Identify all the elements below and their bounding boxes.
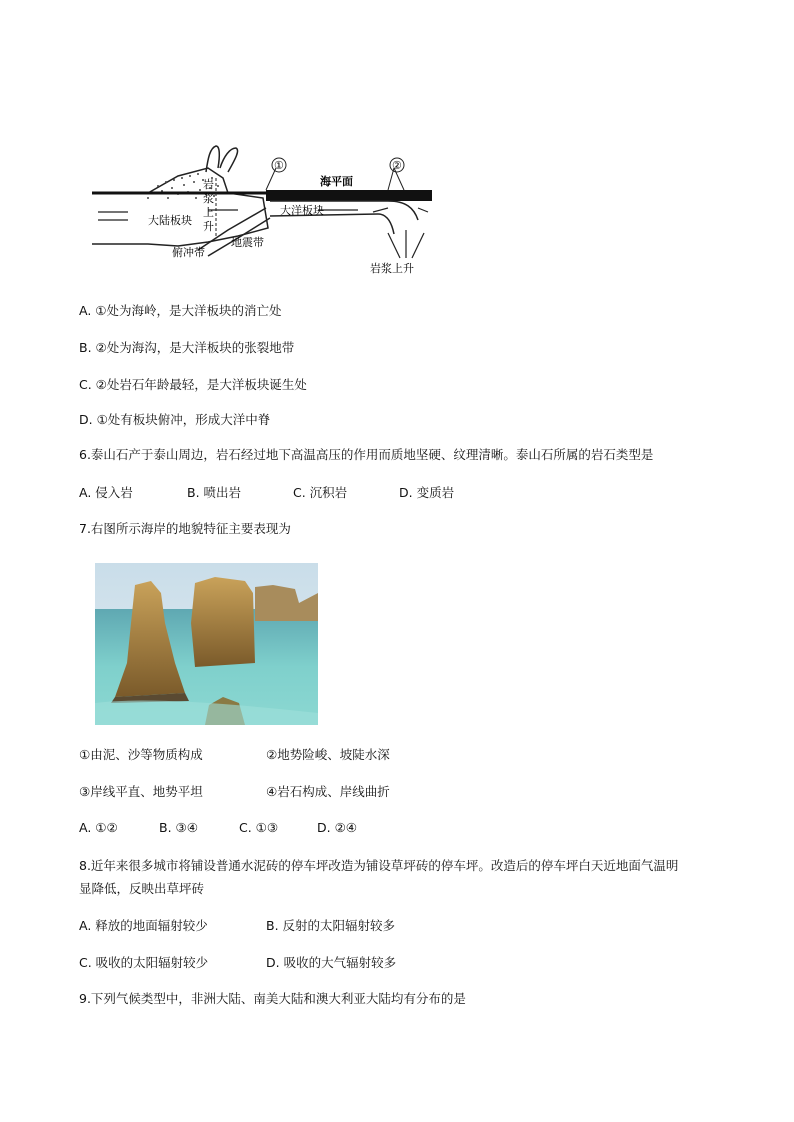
trench-zone-label: 地震带 (231, 236, 264, 249)
q6-options (79, 484, 454, 502)
diagram-label-2: ② (392, 159, 402, 172)
q8-stem-line1: 8.近年来很多城市将铺设普通水泥砖的停车坪改造为铺设草坪砖的停车坪。改造后的停车坪白天近地面气温明 (79, 858, 679, 873)
subduction-zone-label: 俯冲带 (172, 246, 205, 259)
q6-option-c: C. 沉积岩 (293, 485, 348, 500)
q8-option-d: D. 吸收的大气辐射较多 (266, 955, 397, 970)
q7-option-b: B. ③④ (159, 820, 198, 835)
q8-stem-line2: 显降低，反映出草坪砖 (79, 881, 205, 896)
q7-statement-2: ②地势险峻、坡陡水深 (266, 747, 390, 762)
q8-option-a: A. 释放的地面辐射较少 (79, 918, 208, 933)
sea-level-label: 海平面 (320, 175, 353, 188)
magma-rise-char-4: 升 (203, 220, 214, 233)
plate-boundary-diagram (88, 138, 438, 278)
continental-plate-label: 大陆板块 (148, 214, 192, 227)
q7-statement-4: ④岩石构成、岸线曲折 (266, 784, 390, 799)
magma-rise-char-3: 上 (203, 206, 214, 219)
q6-option-a: A. 侵入岩 (79, 485, 133, 500)
magma-rise-char-2: 浆 (203, 192, 214, 205)
q7-statement-3: ③岸线平直、地势平坦 (79, 784, 203, 799)
q5-option-c: C. ②处岩石年龄最轻，是大洋板块诞生处 (79, 377, 307, 392)
q8-option-b: B. 反射的太阳辐射较多 (266, 918, 396, 933)
q5-option-b: B. ②处为海沟，是大洋板块的张裂地带 (79, 340, 295, 355)
q5-option-a: A. ①处为海岭，是大洋板块的消亡处 (79, 303, 282, 318)
coastal-sea-stack-photo (95, 563, 318, 725)
q8-option-c: C. 吸收的太阳辐射较少 (79, 955, 209, 970)
q7-statement-1: ①由泥、沙等物质构成 (79, 747, 203, 762)
q7-stem: 7.右图所示海岸的地貌特征主要表现为 (79, 521, 291, 536)
diagram-label-1: ① (274, 159, 284, 172)
q7-options (79, 819, 357, 837)
q7-option-d: D. ②④ (317, 820, 357, 835)
oceanic-plate-label: 大洋板块 (280, 204, 324, 217)
magma-rise-bottom-label: 岩浆上升 (370, 262, 414, 275)
q5-option-d: D. ①处有板块俯冲，形成大洋中脊 (79, 412, 271, 427)
q6-stem: 6.泰山石产于泰山周边，岩石经过地下高温高压的作用而质地坚硬、纹理清晰。泰山石所属的岩石类型是 (79, 447, 654, 462)
q7-option-c: C. ①③ (239, 820, 279, 835)
magma-rise-char-1: 岩 (203, 178, 214, 191)
q9-stem: 9.下列气候类型中，非洲大陆、南美大陆和澳大利亚大陆均有分布的是 (79, 991, 466, 1006)
q7-option-a: A. ①② (79, 820, 118, 835)
q6-option-d: D. 变质岩 (399, 485, 455, 500)
q6-option-b: B. 喷出岩 (187, 485, 242, 500)
